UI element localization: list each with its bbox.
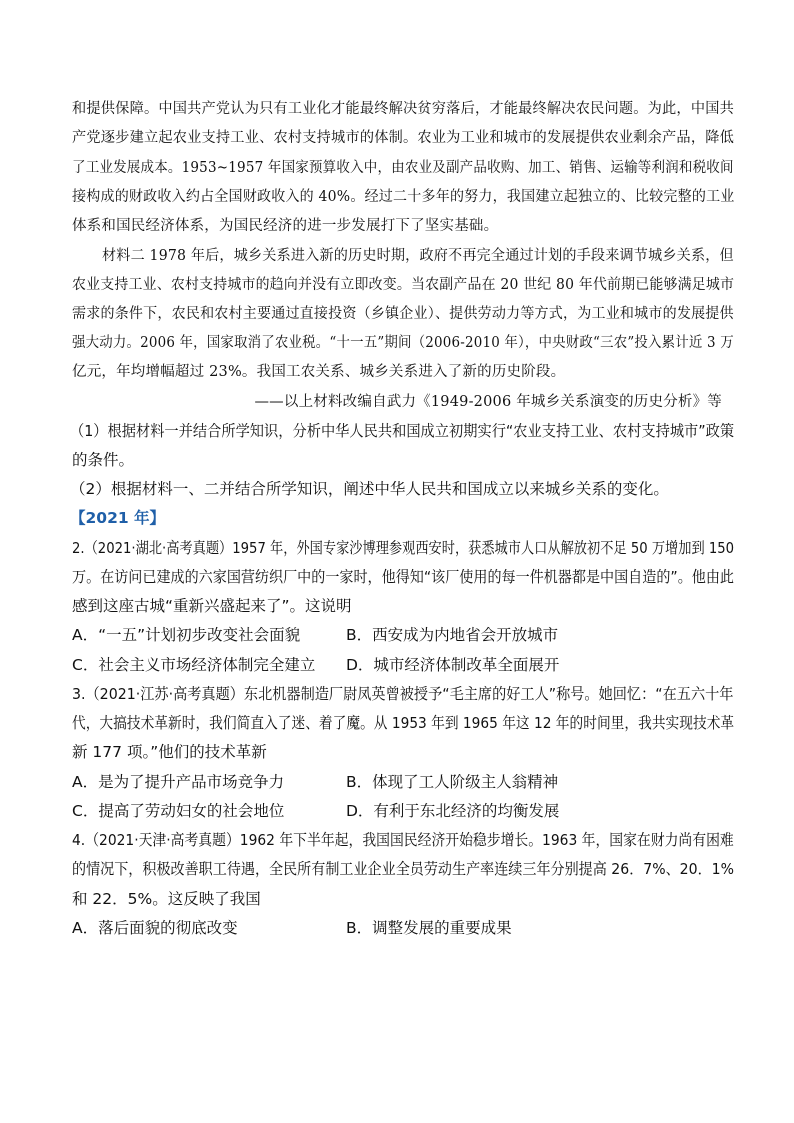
question-4-stem: 的情况下，积极改善职工待遇，全民所有制工业企业全员劳动生产率连续三年分别提高 26．7%、20．1% — [72, 860, 734, 878]
question-3-option-a: A．是为了提升产品市场竞争力 — [72, 773, 285, 791]
question-3-stem: 新 177 项。”他们的技术革新 — [72, 743, 267, 761]
material-two-line: 需求的条件下，农民和农村主要通过直接投资（乡镇企业）、提供劳动力等方式，为工业和城市的发展提供 — [72, 306, 734, 322]
material-two-line: 强大动力。2006 年，国家取消了农业税。“十一五”期间（2006-2010 年），中央财政“三农”投入累计近 3 万 — [72, 335, 734, 351]
question-2-option-b: B．西安成为内地省会开放城市 — [346, 626, 559, 644]
question-4-option-b: B．调整发展的重要成果 — [346, 919, 512, 937]
question-2-stem: 万。在访问已建成的六家国营纺织厂中的一家时，他得知“该厂使用的每一件机器都是中国自造的”。他由此 — [72, 568, 735, 586]
material-two-line: 材料二 1978 年后，城乡关系进入新的历史时期，政府不再完全通过计划的手段来调节城乡关系，但 — [102, 248, 734, 264]
material-source: ——以上材料改编自武力《1949-2006 年城乡关系演变的历史分析》等 — [254, 394, 722, 410]
material-one-line: 了工业发展成本。1953~1957 年国家预算收入中，由农业及副产品收购、加工、销售、运输等利润和税收间 — [72, 160, 734, 176]
question-2-stem: 感到这座古城“重新兴盛起来了”。这说明 — [72, 597, 352, 615]
question-3-option-c: C．提高了劳动妇女的社会地位 — [72, 802, 285, 820]
material-one-line: 接构成的财政收入约占全国财政收入的 40%。经过二十多年的努力，我国建立起独立的、比较完整的工业 — [72, 189, 735, 205]
question-3-option-b: B．体现了工人阶级主人翁精神 — [346, 773, 559, 791]
question-2-option-d: D．城市经济体制改革全面展开 — [346, 656, 560, 674]
year-header: 【2021 年】 — [70, 509, 166, 527]
question-3-stem: 3.（2021·江苏·高考真题）东北机器制造厂尉凤英曾被授予“毛主席的好工人”称号。她回忆：“在五六十年 — [72, 685, 734, 703]
sub-question-2: （2）根据材料一、二并结合所学知识，阐述中华人民共和国成立以来城乡关系的变化。 — [70, 480, 669, 498]
question-2-option-a: A．“一五”计划初步改变社会面貌 — [72, 626, 301, 644]
question-3-option-d: D．有利于东北经济的均衡发展 — [346, 802, 560, 820]
material-two-line: 亿元，年均增幅超过 23%。我国工农关系、城乡关系进入了新的历史阶段。 — [72, 364, 566, 380]
question-4-stem: 和 22．5%。这反映了我国 — [72, 890, 261, 908]
question-4-option-a: A．落后面貌的彻底改变 — [72, 919, 238, 937]
material-one-line: 体系和国民经济体系，为国民经济的进一步发展打下了坚实基础。 — [72, 218, 499, 234]
material-two-line: 农业支持工业、农村支持城市的趋向并没有立即改变。当农副产品在 20 世纪 80 年代前期已能够满足城市 — [72, 277, 735, 293]
sub-question-1-cont: 的条件。 — [72, 451, 135, 469]
question-2-option-c: C．社会主义市场经济体制完全建立 — [72, 656, 316, 674]
material-one-line: 和提供保障。中国共产党认为只有工业化才能最终解决贫穷落后，才能最终解决农民问题。为此，中国共 — [72, 101, 735, 117]
material-one-line: 产党逐步建立起农业支持工业、农村支持城市的体制。农业为工业和城市的发展提供农业剩余产品，降低 — [72, 130, 735, 146]
question-2-stem: 2.（2021·湖北·高考真题）1957 年，外国专家沙博理参观西安时，获悉城市人口从解放初不足 50 万增加到 150 — [72, 539, 735, 557]
question-3-stem: 代，大搞技术革新时，我们简直入了迷、着了魔。从 1953 年到 1965 年这 12 年的时间里，我共实现技术革 — [72, 714, 735, 732]
question-4-stem: 4.（2021·天津·高考真题）1962 年下半年起，我国国民经济开始稳步增长。1963 年，国家在财力尚有困难 — [72, 831, 734, 849]
sub-question-1: （1）根据材料一并结合所学知识，分析中华人民共和国成立初期实行“农业支持工业、农村支持城市”政策 — [70, 422, 735, 440]
